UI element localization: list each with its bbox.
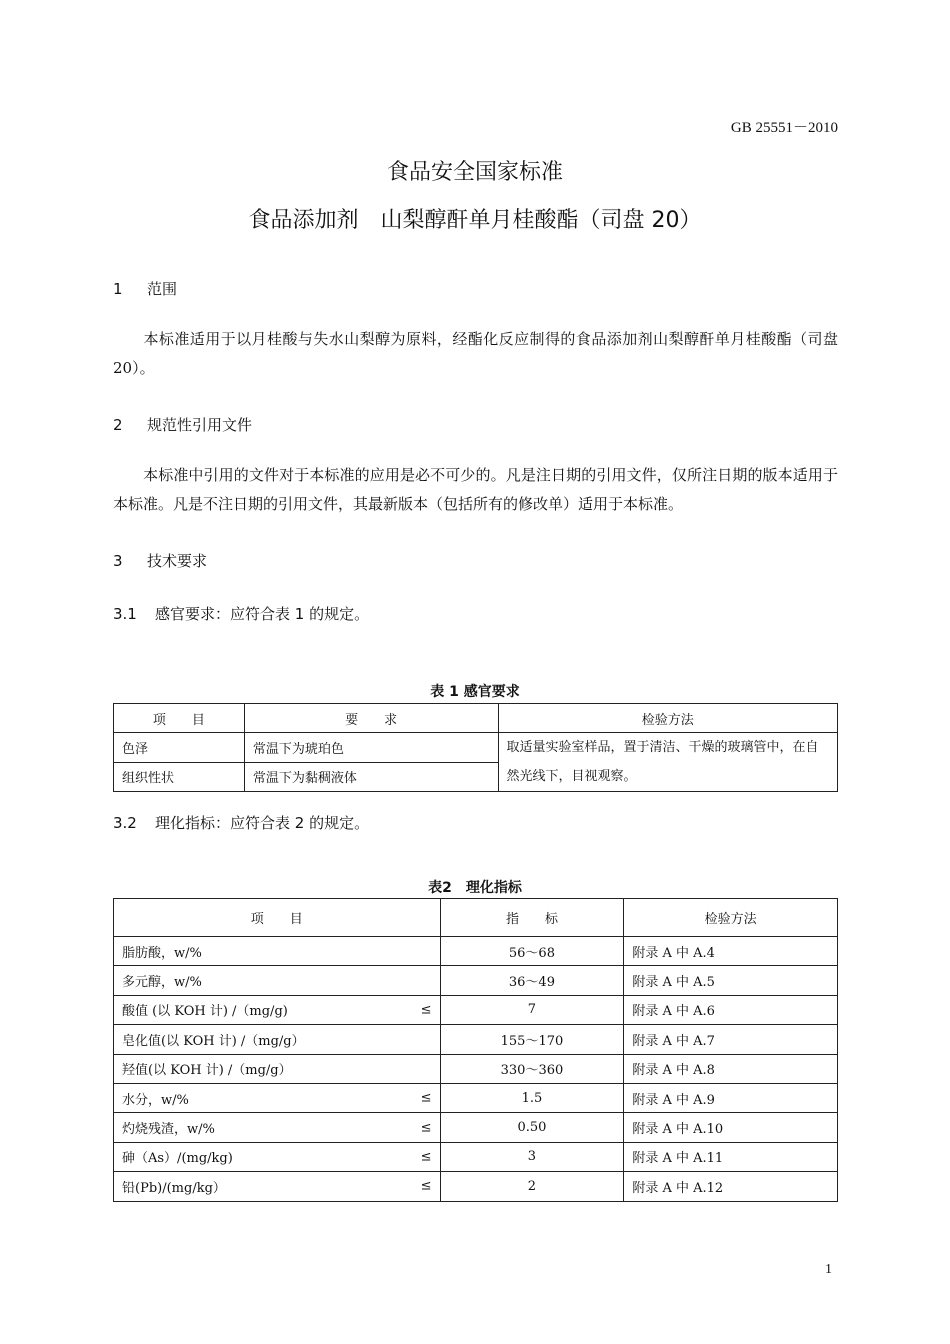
item-cell	[114, 966, 441, 995]
section-title: 规范性引用文件	[147, 416, 253, 434]
table-header-row	[114, 704, 838, 733]
section-3-1-heading	[113, 603, 369, 624]
value-cell: 330～360	[440, 1054, 624, 1083]
value-cell: 0.50	[440, 1113, 624, 1142]
section-number: 3.1	[113, 605, 137, 623]
table-2-caption: 表2 理化指标	[428, 880, 522, 896]
document-subtitle	[0, 203, 950, 234]
item-cell	[114, 1083, 441, 1112]
header-cell: 检验方法	[498, 704, 838, 733]
item-cell	[114, 1054, 441, 1083]
item-label: 砷（As）/(mg/kg)	[122, 1151, 233, 1167]
table-row	[114, 937, 838, 966]
paragraph-text: 本标准适用于以月桂酸与失水山梨醇为原料，经酯化反应制得的食品添加剂山梨醇酐单月桂酸酯（司盘 20）。	[113, 330, 838, 377]
table-row	[114, 1025, 838, 1054]
requirement-cell: 常温下为黏稠液体	[244, 762, 498, 792]
item-cell	[114, 1172, 441, 1201]
item-label: 皂化值(以 KOH 计) /（mg/g）	[122, 1033, 305, 1049]
section-3-heading	[113, 550, 207, 571]
item-cell	[114, 1142, 441, 1171]
item-label: 酸值 (以 KOH 计) /（mg/g)	[122, 1004, 288, 1020]
method-cell: 附录 A 中 A.12	[624, 1172, 838, 1201]
page-number: 1	[825, 1262, 832, 1277]
table-row	[114, 733, 838, 763]
section-title: 理化指标：应符合表 2 的规定。	[155, 814, 370, 832]
method-cell: 附录 A 中 A.10	[624, 1113, 838, 1142]
method-cell: 附录 A 中 A.4	[624, 937, 838, 966]
less-equal-sign: ≤	[420, 1178, 432, 1194]
table-2	[113, 898, 838, 1202]
section-title: 感官要求：应符合表 1 的规定。	[155, 605, 370, 623]
method-cell: 附录 A 中 A.9	[624, 1083, 838, 1112]
item-cell	[114, 937, 441, 966]
header-cell: 项 目	[114, 899, 441, 937]
section-1-heading	[113, 278, 177, 299]
section-2-heading	[113, 414, 252, 435]
section-title: 技术要求	[147, 552, 208, 570]
section-number: 3.2	[113, 814, 137, 832]
section-number: 1	[113, 280, 123, 298]
section-title: 范围	[147, 280, 178, 298]
header-cell: 项 目	[114, 704, 245, 733]
header-cell: 指 标	[440, 899, 624, 937]
less-equal-sign: ≤	[420, 1002, 432, 1018]
document-title: 食品安全国家标准	[386, 160, 563, 185]
table-1-caption: 表 1 感官要求	[430, 684, 520, 700]
value-cell: 3	[440, 1142, 624, 1171]
item-label: 水分，w/%	[122, 1092, 189, 1108]
table-row	[114, 995, 838, 1024]
subtitle-part-a: 食品添加剂	[248, 208, 359, 233]
method-cell: 附录 A 中 A.11	[624, 1142, 838, 1171]
table-row	[114, 1142, 838, 1171]
item-cell	[114, 995, 441, 1024]
value-cell: 36～49	[440, 966, 624, 995]
method-cell: 附录 A 中 A.8	[624, 1054, 838, 1083]
section-number: 3	[113, 552, 123, 570]
item-label: 灼烧残渣，w/%	[122, 1122, 215, 1138]
header-cell: 检验方法	[624, 899, 838, 937]
requirement-cell: 常温下为琥珀色	[244, 733, 498, 763]
method-cell: 取适量实验室样品，置于清洁、干燥的玻璃管中，在自然光线下，目视观察。	[498, 733, 838, 792]
less-equal-sign: ≤	[420, 1149, 432, 1165]
section-2-paragraph	[113, 461, 838, 519]
less-equal-sign: ≤	[420, 1090, 432, 1106]
table-1	[113, 703, 838, 792]
table-row	[114, 1172, 838, 1201]
value-cell: 155～170	[440, 1025, 624, 1054]
method-cell: 附录 A 中 A.6	[624, 995, 838, 1024]
item-label: 多元醇，w/%	[122, 975, 202, 991]
method-cell: 附录 A 中 A.7	[624, 1025, 838, 1054]
item-cell: 组织性状	[114, 762, 245, 792]
item-cell	[114, 1113, 441, 1142]
table-row	[114, 1054, 838, 1083]
subtitle-part-b: 山梨醇酐单月桂酸酯（司盘 20）	[380, 208, 702, 233]
value-cell: 56～68	[440, 937, 624, 966]
table-row	[114, 1083, 838, 1112]
item-label: 铅(Pb)/(mg/kg）	[122, 1180, 226, 1196]
value-cell: 2	[440, 1172, 624, 1201]
item-cell: 色泽	[114, 733, 245, 763]
item-label: 羟值(以 KOH 计) /（mg/g）	[122, 1063, 292, 1079]
item-label: 脂肪酸，w/%	[122, 945, 202, 961]
section-number: 2	[113, 416, 123, 434]
table-row	[114, 966, 838, 995]
value-cell: 7	[440, 995, 624, 1024]
standard-number: GB 25551－2010	[730, 120, 838, 136]
paragraph-text: 本标准中引用的文件对于本标准的应用是必不可少的。凡是注日期的引用文件，仅所注日期的版本适用于本标准。凡是不注日期的引用文件，其最新版本（包括所有的修改单）适用于本标准。	[113, 466, 838, 513]
method-cell: 附录 A 中 A.5	[624, 966, 838, 995]
less-equal-sign: ≤	[420, 1120, 432, 1136]
header-cell: 要 求	[244, 704, 498, 733]
value-cell: 1.5	[440, 1083, 624, 1112]
section-1-paragraph	[113, 325, 838, 383]
item-cell	[114, 1025, 441, 1054]
table-header-row	[114, 899, 838, 937]
table-row	[114, 1113, 838, 1142]
section-3-2-heading	[113, 812, 369, 833]
